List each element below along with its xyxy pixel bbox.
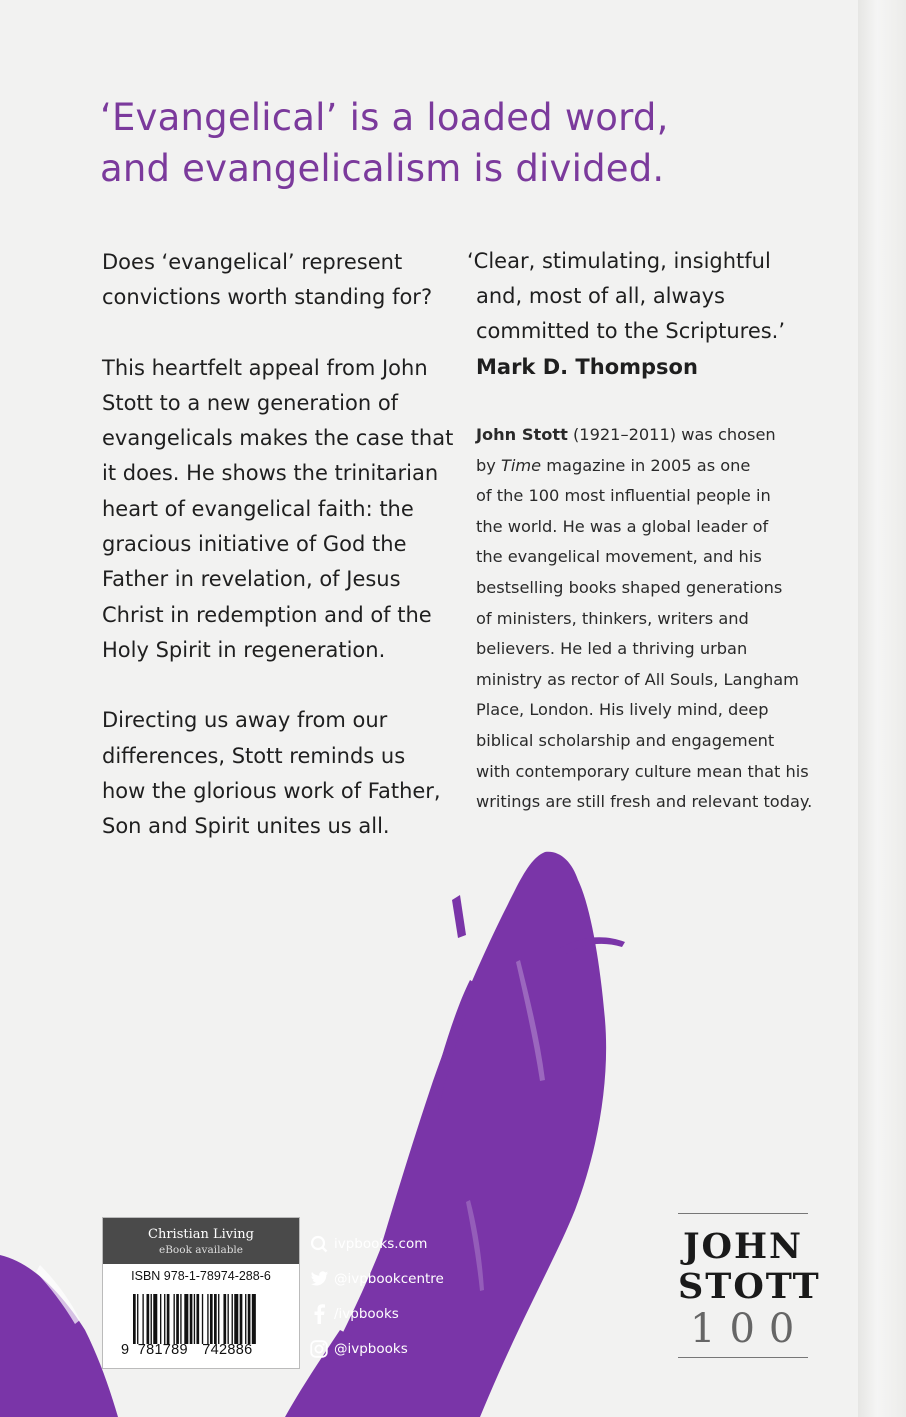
barcode-bar [194, 1294, 195, 1344]
barcode-bar [202, 1294, 203, 1344]
barcode-digit-prefix: 9 [121, 1342, 130, 1358]
barcode-bar [153, 1294, 157, 1344]
social-link-text: @ivpbooks [334, 1340, 408, 1357]
isbn-text: ISBN 978-1-78974-288-6 [131, 1269, 271, 1283]
instagram-icon [309, 1339, 329, 1359]
social-link-text: @ivpbookcentre [334, 1270, 444, 1287]
barcode-bar [240, 1294, 243, 1344]
twitter-icon [309, 1269, 329, 1289]
bio-line: bestselling books shaped generations [476, 577, 783, 597]
barcode-bar [196, 1294, 199, 1344]
category-label: Christian Living [148, 1227, 254, 1242]
bio-line [476, 420, 856, 451]
barcode-bar [174, 1294, 175, 1344]
barcode-bar [147, 1294, 150, 1344]
author-bio [476, 420, 856, 818]
bio-line: the evangelical movement, and his [476, 547, 762, 567]
barcode-bar [137, 1294, 138, 1344]
search-icon [309, 1234, 329, 1254]
quote-line: ‘Clear, stimulating, insightful [467, 249, 771, 273]
bio-line: of ministers, thinkers, writers and [476, 608, 749, 628]
barcode-bar [234, 1294, 238, 1344]
barcode-bar [133, 1294, 136, 1344]
intro-text [102, 245, 454, 879]
barcode-bar [245, 1294, 246, 1344]
facebook-icon [309, 1304, 329, 1324]
intro-paragraph-1 [102, 245, 447, 316]
barcode-bar [252, 1294, 256, 1344]
barcode-digits [121, 1342, 295, 1358]
text-line: it does. He shows the trinitarian [102, 461, 439, 486]
barcode-digits-left: 781789 [137, 1342, 188, 1358]
bio-line: Place, London. His lively mind, deep [476, 700, 769, 720]
barcode-bar [160, 1294, 161, 1344]
barcode-panel [102, 1217, 300, 1369]
bio-line: the world. He was a global leader of [476, 516, 769, 536]
text-line: heart of evangelical faith: the [102, 496, 414, 521]
barcode-bar [223, 1294, 226, 1344]
barcode-bar [142, 1294, 143, 1344]
quote-line: committed to the Scriptures.’ [476, 319, 786, 343]
bio-line: biblical scholarship and engagement [476, 730, 775, 750]
headline-line-1: ‘Evangelical’ is a loaded word, [100, 96, 669, 139]
barcode-bar [176, 1294, 179, 1344]
text-line: Father in revelation, of Jesus [102, 567, 401, 592]
social-link-text: /ivpbooks [334, 1305, 399, 1322]
social-instagram[interactable] [309, 1331, 469, 1366]
social-twitter[interactable] [309, 1261, 469, 1296]
barcode-bar [218, 1294, 219, 1344]
category-banner [103, 1218, 299, 1264]
bio-text: by [476, 455, 502, 475]
text-line: Does ‘evangelical’ represent [102, 250, 403, 274]
barcode-bar [180, 1294, 181, 1344]
logo-top-rule [678, 1213, 808, 1214]
social-link-text: ivpbooks.com [334, 1235, 428, 1252]
logo-line-100: 100 [690, 1306, 809, 1352]
time-magazine-title: Time [501, 455, 542, 475]
endorsement-quote [467, 244, 847, 385]
headline [100, 92, 740, 194]
bio-line: believers. He led a thriving urban [476, 639, 748, 659]
social-facebook[interactable] [309, 1296, 469, 1331]
text-line: differences, Stott reminds us [102, 743, 406, 768]
headline-line-2: and evangelicalism is divided. [100, 147, 665, 190]
barcode-bar [151, 1294, 152, 1344]
text-line: Directing us away from our [102, 708, 388, 733]
author-name: John Stott [476, 425, 568, 444]
barcode-bar [207, 1294, 208, 1344]
text-line: Stott to a new generation of [102, 390, 399, 415]
barcode-bar [164, 1294, 165, 1344]
text-line: Son and Spirit unites us all. [102, 814, 390, 839]
text-line: convictions worth standing for? [102, 285, 433, 310]
bio-text: (1921–2011) was chosen [567, 425, 776, 444]
bio-line: writings are still fresh and relevant today. [476, 792, 813, 812]
text-line: Holy Spirit in regeneration. [102, 637, 386, 662]
social-links [309, 1226, 469, 1366]
barcode-bar [210, 1294, 213, 1344]
quote-line: and, most of all, always [476, 284, 725, 308]
logo-line-john: JOHN [682, 1226, 804, 1267]
barcode-bar [248, 1294, 251, 1344]
bio-line: with contemporary culture mean that his [476, 761, 809, 781]
bio-text: magazine in 2005 as one [541, 455, 751, 475]
intro-paragraph-2 [102, 351, 454, 669]
quote-author: Mark D. Thompson [476, 355, 698, 379]
logo-bottom-rule [678, 1357, 808, 1358]
text-line: gracious initiative of God the [102, 532, 407, 557]
barcode-bar [228, 1294, 229, 1344]
barcode-bar [184, 1294, 188, 1344]
bio-line: of the 100 most influential people in [476, 486, 771, 506]
barcode-bar [190, 1294, 193, 1344]
barcode-digits-right: 742886 [202, 1342, 253, 1358]
john-stott-100-logo [678, 1213, 821, 1358]
ebook-label: eBook available [159, 1244, 243, 1256]
text-line: evangelicals makes the case that [102, 426, 454, 451]
barcode-bar [167, 1294, 170, 1344]
bio-line: ministry as rector of All Souls, Langham [476, 669, 799, 689]
bio-line [476, 451, 856, 482]
intro-paragraph-3 [102, 703, 447, 844]
social-website[interactable] [309, 1226, 469, 1261]
barcode-bars [133, 1294, 291, 1344]
text-line: Christ in redemption and of the [102, 602, 432, 627]
text-line: This heartfelt appeal from John [102, 355, 428, 380]
barcode-bar [214, 1294, 217, 1344]
text-line: how the glorious work of Father, [102, 778, 441, 803]
barcode-bar [232, 1294, 233, 1344]
logo-line-stott: STOTT [678, 1266, 821, 1307]
